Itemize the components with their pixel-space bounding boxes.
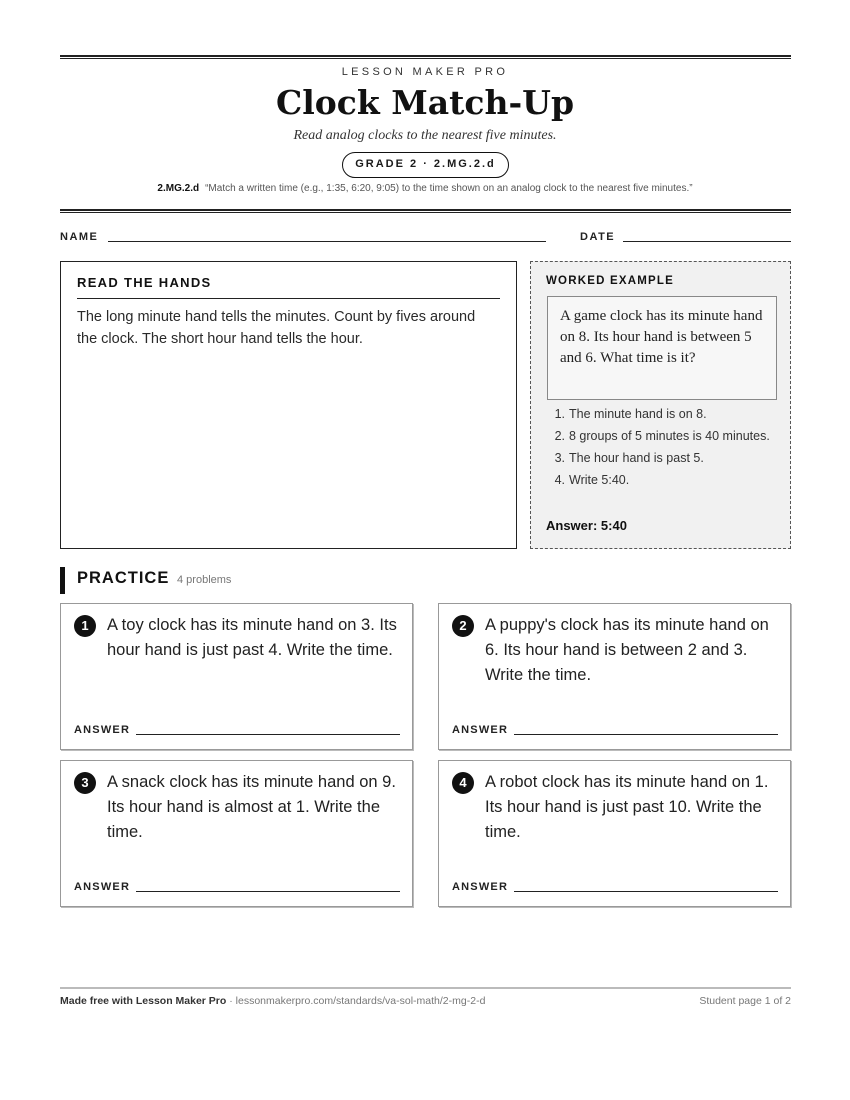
- footer-made-with: Made free with Lesson Maker Pro: [60, 995, 227, 1007]
- example-step: 3. The hour hand is past 5.: [554, 451, 704, 465]
- standard-description: [0, 183, 850, 194]
- problem-card-4: [438, 760, 791, 907]
- worked-example-panel: [530, 261, 791, 549]
- problem-number-badge: 1: [74, 615, 96, 637]
- problem-card-2: [438, 603, 791, 750]
- answer-field[interactable]: [514, 891, 778, 892]
- problem-card-1: [60, 603, 413, 750]
- problem-number-badge: 3: [74, 772, 96, 794]
- grade-badge: GRADE 2 · 2.MG.2.d: [342, 152, 509, 178]
- brand-name: LESSON MAKER PRO: [341, 66, 509, 78]
- header-bottom-rule: [60, 209, 791, 213]
- name-field[interactable]: [108, 241, 546, 242]
- problem-text: A puppy's clock has its minute hand on 6. Its hour hand is between 2 and 3. Write the time.: [485, 616, 769, 684]
- example-step: 4. Write 5:40.: [554, 473, 630, 487]
- footer-page-number: Student page 1 of 2: [699, 995, 791, 1007]
- worked-example-answer: Answer: 5:40: [546, 518, 627, 533]
- read-the-hands-panel: [60, 261, 517, 549]
- read-the-hands-text: The long minute hand tells the minutes. Count by fives around the clock. The short hour hand tells the hour.: [77, 309, 476, 347]
- standard-code: 2.MG.2.d: [157, 183, 200, 194]
- answer-field[interactable]: [514, 734, 778, 735]
- answer-label: ANSWER: [74, 724, 131, 736]
- page-title: Clock Match-Up: [275, 83, 575, 122]
- problem-text: A snack clock has its minute hand on 9. Its hour hand is almost at 1. Write the time.: [107, 773, 396, 841]
- footer-url[interactable]: · lessonmakerpro.com/standards/va-sol-math/2-mg-2-d: [226, 995, 486, 1007]
- date-label: DATE: [580, 231, 616, 243]
- practice-heading: PRACTICE: [77, 569, 170, 587]
- date-field[interactable]: [623, 241, 791, 242]
- worked-example-question: A game clock has its minute hand on 8. Its hour hand is between 5 and 6. What time is it?: [547, 296, 777, 400]
- worked-example-steps: [545, 404, 775, 492]
- heading-divider: [77, 298, 500, 299]
- answer-label: ANSWER: [74, 881, 131, 893]
- footer-credit: [60, 995, 485, 1007]
- practice-accent-bar: [60, 567, 65, 594]
- problem-text: A toy clock has its minute hand on 3. Its hour hand is just past 4. Write the time.: [107, 616, 397, 659]
- example-step: 2. 8 groups of 5 minutes is 40 minutes.: [554, 429, 770, 443]
- name-label: NAME: [60, 231, 99, 243]
- worked-example-heading: WORKED EXAMPLE: [546, 275, 674, 287]
- top-double-rule: [60, 55, 791, 59]
- answer-label: ANSWER: [452, 724, 509, 736]
- example-step: 1. The minute hand is on 8.: [554, 407, 707, 421]
- problem-card-3: [60, 760, 413, 907]
- answer-label: ANSWER: [452, 881, 509, 893]
- problem-number-badge: 4: [452, 772, 474, 794]
- problem-number-badge: 2: [452, 615, 474, 637]
- footer-rule: [60, 987, 791, 989]
- answer-field[interactable]: [136, 891, 400, 892]
- standard-text: “Match a written time (e.g., 1:35, 6:20, 9:05) to the time shown on an analog clock to the nearest five minutes.”: [205, 183, 693, 194]
- read-the-hands-heading: READ THE HANDS: [77, 275, 212, 290]
- page-subtitle: Read analog clocks to the nearest five minutes.: [293, 128, 557, 143]
- answer-field[interactable]: [136, 734, 400, 735]
- problem-count: 4 problems: [177, 574, 232, 586]
- problem-text: A robot clock has its minute hand on 1. Its hour hand is just past 10. Write the time.: [485, 773, 769, 841]
